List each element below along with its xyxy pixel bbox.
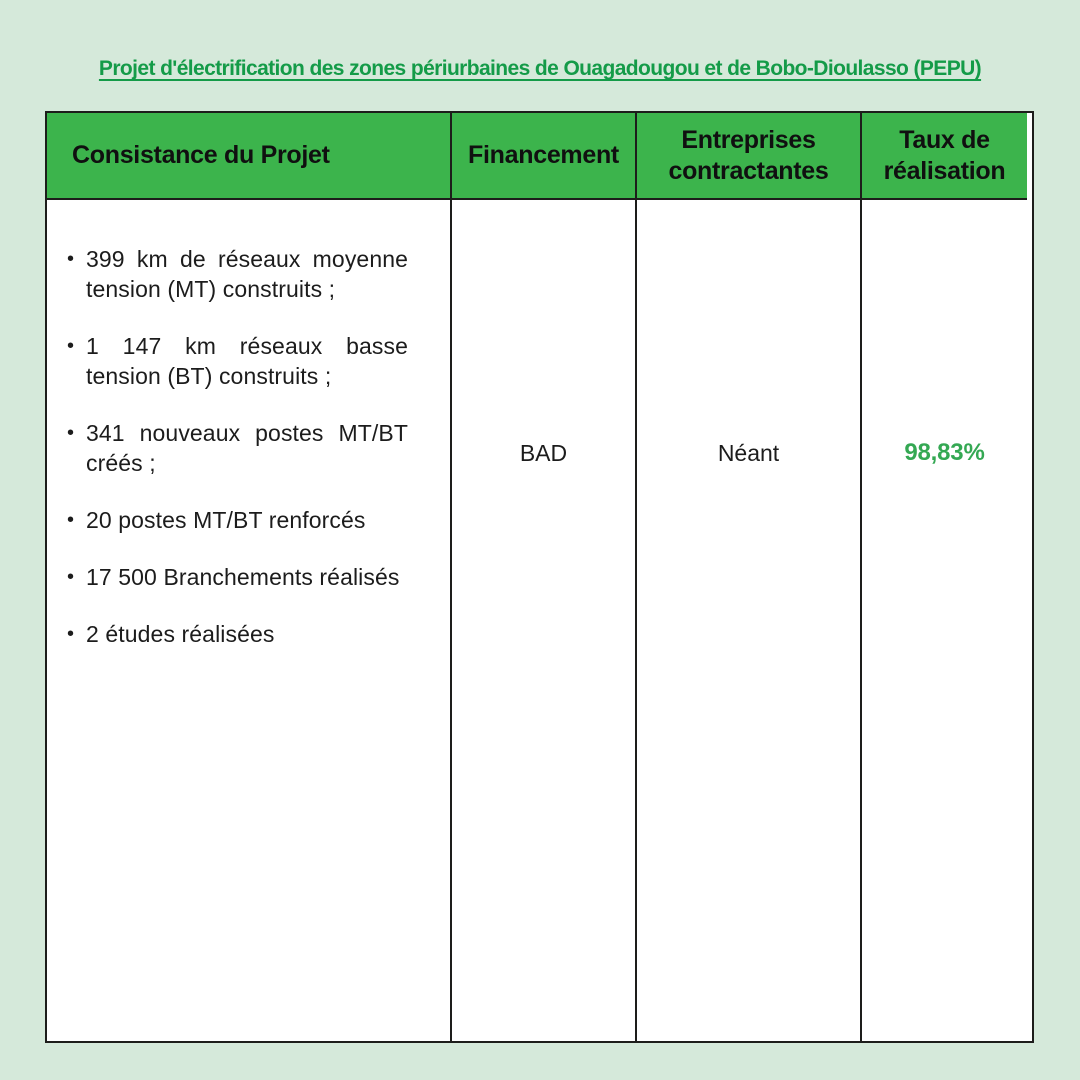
financement-value: BAD xyxy=(519,440,568,466)
entreprises-value: Néant xyxy=(717,440,780,466)
list-item-etudes: • 2 études réalisées xyxy=(67,619,408,649)
list-item-postes-crees: • 341 nouveaux postes MT/BT créés ; xyxy=(67,418,408,478)
consistance-list xyxy=(67,244,408,649)
column-header-taux: Taux de réalisation xyxy=(862,113,1027,200)
cell-financement xyxy=(452,200,637,1041)
column-header-consistance: Consistance du Projet xyxy=(47,113,452,200)
list-item-reseaux-bt: • 1 147 km réseaux basse tension (BT) construits ; xyxy=(67,331,408,391)
cell-consistance xyxy=(47,200,452,1041)
list-item-branchements: • 17 500 Branchements réalisés xyxy=(67,562,408,592)
list-item-reseaux-mt: • 399 km de réseaux moyenne tension (MT) construits ; xyxy=(67,244,408,304)
list-item-postes-renforces: • 20 postes MT/BT renforcés xyxy=(67,505,408,535)
page-title: Projet d'électrification des zones périurbaines de Ouagadougou et de Bobo-Dioulasso (PEPU) xyxy=(98,57,982,80)
taux-realisation-value: 98,83% xyxy=(904,439,985,466)
cell-taux xyxy=(862,200,1027,1041)
column-header-entreprises: Entreprises contractantes xyxy=(637,113,862,200)
project-table xyxy=(45,111,1034,1043)
cell-entreprises xyxy=(637,200,862,1041)
column-header-financement: Financement xyxy=(452,113,637,200)
